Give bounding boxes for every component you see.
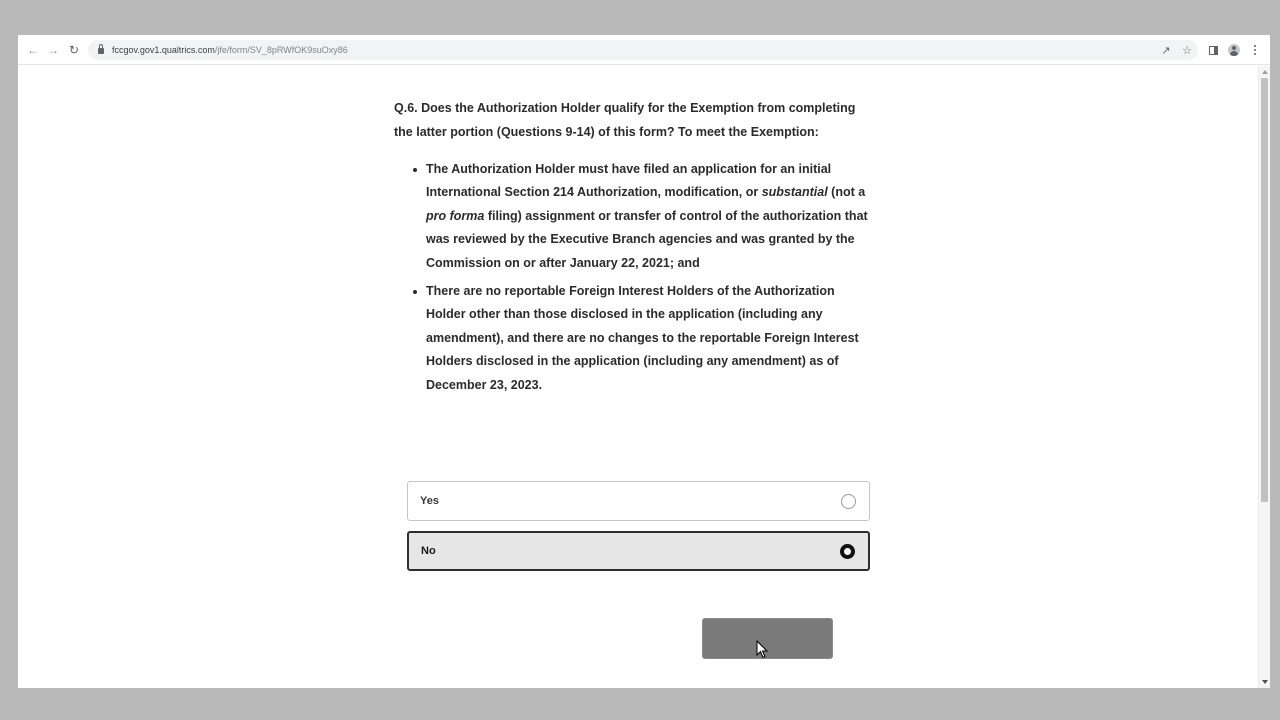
mouse-cursor-icon: [756, 640, 770, 660]
browser-toolbar: [18, 35, 1270, 65]
exemption-criteria-list: [394, 158, 874, 397]
criteria-text: There are no reportable Foreign Interest Holders of the Authorization Holder other than those disclosed in the application (including any amendment), and there are no changes to the reportable Foreign Interest Holders disclosed in the application (including any amendment) as of December 23, 2023.: [426, 284, 859, 392]
scroll-thumb[interactable]: [1261, 78, 1268, 502]
choice-yes[interactable]: [407, 481, 870, 521]
answer-choices: [407, 481, 870, 581]
browser-window: [18, 35, 1270, 688]
vertical-scrollbar[interactable]: [1258, 66, 1270, 688]
star-icon[interactable]: ☆: [1182, 44, 1192, 57]
question-block: [394, 97, 874, 402]
menu-icon[interactable]: [1248, 43, 1262, 57]
profile-icon[interactable]: [1227, 43, 1241, 57]
radio-unselected-icon[interactable]: [841, 494, 856, 509]
radio-selected-icon[interactable]: [840, 544, 855, 559]
choice-label: Yes: [420, 495, 439, 507]
side-panel-icon[interactable]: [1206, 43, 1220, 57]
criteria-item: [426, 158, 874, 275]
forward-icon[interactable]: →: [47, 43, 59, 57]
url-path: /jfe/form/SV_8pRWfOK9suOxy86: [214, 45, 348, 55]
criteria-text: The Authorization Holder must have filed an application for an initial International Section 214 Authorization, modification, or: [426, 162, 832, 200]
share-icon[interactable]: ↗: [1161, 44, 1171, 57]
url-domain: fccgov.gov1.qualtrics.com: [112, 45, 215, 55]
choice-label: No: [421, 545, 436, 557]
url-text[interactable]: [112, 45, 348, 55]
reload-icon[interactable]: ↻: [68, 43, 80, 57]
criteria-text: (not a: [827, 185, 866, 200]
lock-icon[interactable]: [98, 48, 104, 54]
scroll-down-arrow-icon[interactable]: [1262, 680, 1268, 684]
criteria-text: filing) assignment or transfer of control of the authorization that was reviewed by the Executive Branch agencies and was granted by the Commission on or after January 22, 2021; and: [426, 208, 868, 270]
back-icon[interactable]: ←: [27, 43, 39, 57]
criteria-emphasis: pro forma: [426, 208, 485, 223]
criteria-emphasis: substantial: [761, 185, 828, 200]
page-content: [18, 66, 1258, 688]
criteria-item: [426, 280, 874, 397]
address-bar[interactable]: [88, 40, 1198, 60]
scroll-up-arrow-icon[interactable]: [1262, 70, 1268, 74]
choice-no[interactable]: [407, 531, 870, 571]
question-title: Q.6. Does the Authorization Holder qualify for the Exemption from completing the latter portion (Questions 9-14) of this form? To meet the Exemption:: [394, 101, 856, 139]
